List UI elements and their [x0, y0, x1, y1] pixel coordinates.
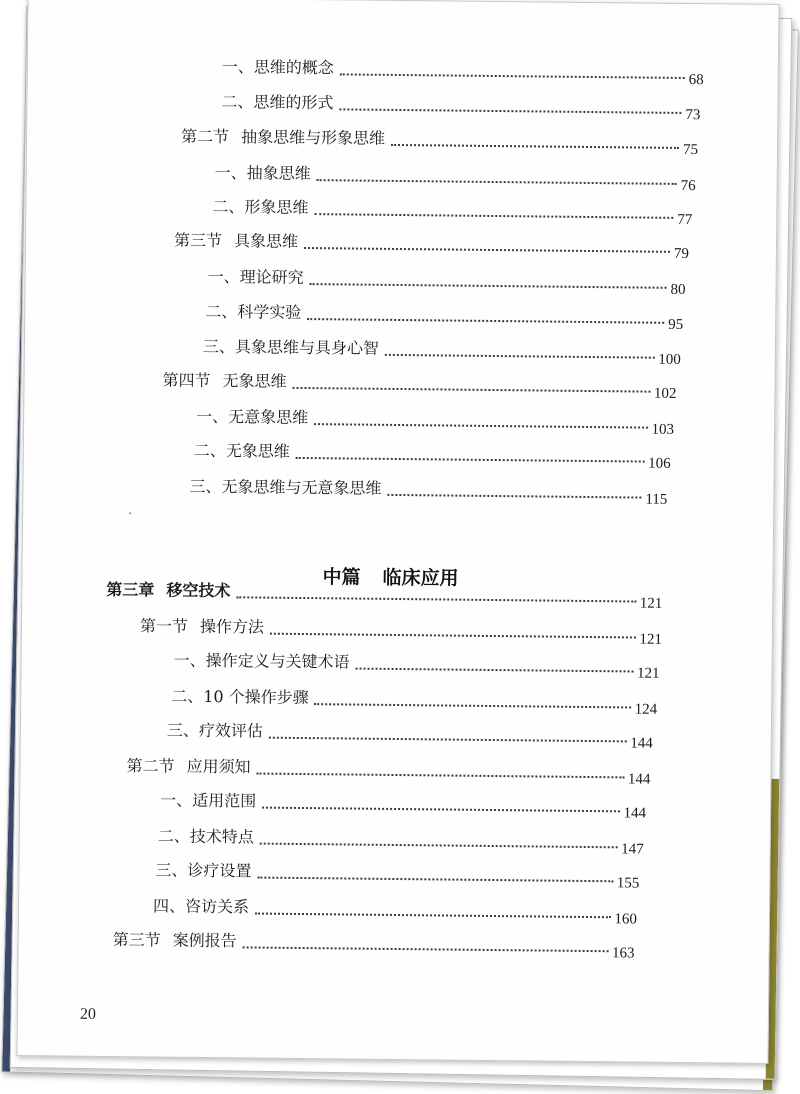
leader-dots	[293, 387, 650, 393]
part-title-left: 中篇	[322, 566, 361, 589]
toc-title: 案例报告	[172, 930, 237, 951]
toc-label: 三、诊疗设置	[155, 860, 252, 881]
toc-page-number: 121	[639, 631, 662, 648]
toc-page-number: 103	[651, 421, 675, 438]
leader-dots	[356, 668, 633, 673]
toc-item[interactable]	[155, 852, 639, 891]
toc-item[interactable]	[194, 433, 671, 472]
part-title	[322, 562, 458, 590]
leader-dots	[243, 946, 608, 952]
print-speck	[129, 512, 131, 514]
toc-page-number: 124	[634, 701, 658, 718]
toc-page-number: 75	[682, 141, 699, 159]
toc-item[interactable]	[212, 189, 692, 228]
toc-label: 一、操作定义与关键术语	[173, 650, 350, 672]
toc-label: 二、思维的形式	[221, 92, 334, 113]
toc-item[interactable]	[160, 783, 646, 822]
toc-item[interactable]	[221, 84, 700, 123]
toc-item[interactable]	[189, 469, 667, 508]
toc-item[interactable]	[205, 294, 683, 333]
toc-label: 一、思维的概念	[221, 57, 334, 78]
toc-page-number: 106	[648, 455, 671, 472]
toc-page-number: 77	[677, 211, 693, 229]
toc-label: 二、技术特点	[157, 826, 254, 847]
toc-page-number: 144	[627, 771, 651, 788]
toc-label: 二、科学实验	[205, 301, 302, 322]
leader-dots	[257, 877, 612, 883]
leader-dots	[260, 843, 617, 849]
toc-label: 第二节	[126, 756, 175, 776]
leader-dots	[314, 423, 647, 428]
toc-title: 抽象思维与形象思维	[241, 127, 386, 148]
page-number: 20	[79, 1005, 97, 1023]
toc-item[interactable]	[196, 399, 674, 438]
toc-page-number: 121	[639, 595, 663, 612]
leader-dots	[296, 457, 644, 463]
toc-page-number: 80	[670, 281, 686, 298]
toc-label: 第三章	[106, 579, 155, 600]
leader-dots	[304, 247, 670, 253]
toc-page-number: 121	[636, 665, 660, 682]
leader-dots	[315, 703, 631, 708]
toc-section[interactable]	[181, 119, 698, 158]
toc-label: 三、具象思维与具身心智	[202, 336, 380, 358]
leader-dots	[307, 318, 664, 324]
toc-item[interactable]	[171, 679, 657, 718]
toc-item[interactable]	[173, 643, 659, 682]
toc-label: 二、10 个操作步骤	[171, 686, 309, 708]
toc-page-number: 144	[623, 805, 647, 822]
toc-label: 一、抽象思维	[214, 163, 311, 184]
toc-page-number: 155	[616, 875, 640, 892]
leader-dots	[340, 73, 685, 79]
toc-page-number: 147	[621, 841, 644, 858]
toc-item[interactable]	[203, 329, 681, 368]
leader-dots	[314, 213, 673, 219]
toc-page-number: 115	[645, 491, 668, 508]
leader-dots	[262, 807, 619, 813]
leader-dots	[317, 179, 677, 185]
leader-dots	[270, 633, 635, 639]
toc-label: 一、无意象思维	[196, 406, 309, 428]
toc-label: 一、理论研究	[207, 266, 304, 287]
toc-section[interactable]	[140, 608, 662, 647]
toc-section[interactable]	[162, 363, 676, 402]
leader-dots	[255, 913, 610, 919]
toc-label: 四、咨访关系	[152, 896, 250, 917]
toc-item[interactable]	[158, 819, 644, 858]
toc-page-number: 73	[685, 106, 701, 124]
toc-page-number: 163	[611, 945, 635, 962]
toc-page-number: 95	[668, 316, 684, 333]
leader-dots	[269, 737, 626, 743]
toc-page-number: 79	[673, 245, 689, 263]
toc-title: 无象思维	[222, 371, 287, 391]
leader-dots	[310, 283, 667, 289]
toc-label: 第三节	[173, 230, 223, 251]
toc-section[interactable]	[174, 223, 689, 262]
leader-dots	[391, 144, 679, 149]
toc-label: 三、无象思维与无意象思维	[189, 476, 382, 498]
leader-dots	[385, 354, 654, 359]
toc-label: 第二节	[181, 126, 230, 147]
toc-label: 第一节	[139, 616, 189, 636]
toc-section[interactable]	[126, 748, 650, 787]
leader-dots	[387, 494, 641, 499]
toc-section[interactable]	[113, 922, 635, 961]
toc-page-number: 102	[653, 385, 677, 402]
toc-label: 第四节	[162, 370, 211, 391]
toc-label: 二、无象思维	[193, 440, 290, 461]
toc-page	[16, 0, 779, 1064]
toc-item[interactable]	[207, 259, 685, 298]
toc-item[interactable]	[167, 713, 653, 752]
toc-page-number: 76	[680, 177, 696, 195]
leader-dots	[256, 773, 623, 779]
leader-dots	[236, 596, 635, 602]
toc-page-number: 160	[614, 911, 638, 928]
toc-title: 操作方法	[199, 616, 265, 637]
toc-item[interactable]	[215, 155, 696, 194]
toc-item[interactable]	[153, 888, 637, 927]
toc-label: 三、疗效评估	[166, 720, 264, 741]
toc-page-number: 100	[658, 351, 681, 368]
toc-item[interactable]	[222, 49, 704, 88]
toc-title: 移空技术	[166, 580, 231, 601]
toc-title: 具象思维	[233, 231, 299, 251]
toc-page-number: 68	[688, 72, 704, 89]
toc-page-number: 144	[630, 735, 653, 752]
toc-label: 一、适用范围	[160, 790, 257, 811]
toc-label: 第三节	[112, 930, 161, 950]
part-title-right: 临床应用	[382, 566, 459, 590]
toc-title: 应用须知	[186, 756, 251, 777]
leader-dots	[339, 108, 681, 114]
toc-label: 二、形象思维	[212, 197, 309, 218]
